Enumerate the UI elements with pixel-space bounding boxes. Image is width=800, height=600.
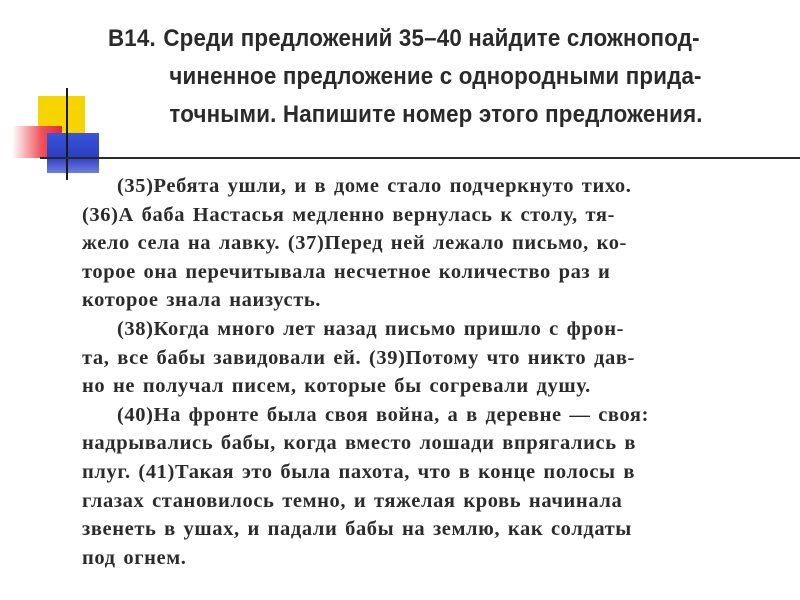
passage-line-5: которое знала наизусть. [82,289,322,312]
blue-square-decoration [47,133,99,173]
passage-line-7: та, все бабы завидовали ей. (39)Потому что никто дав- [82,346,635,369]
task-heading [108,20,768,134]
passage-line-13: звенеть в ушах, и падали бабы на землю, как солдаты [82,518,632,541]
text-passage [82,172,782,572]
passage-line-8: но не получал писем, которые бы согревали душу. [82,375,591,398]
heading-line-1 [108,20,722,58]
passage-line-3: жело села на лавку. (37)Перед ней лежало письмо, ко- [82,232,627,255]
passage-line-6: (38)Когда много лет назад письмо пришло с фрон- [117,317,625,340]
vertical-rule [66,88,68,180]
heading-line-3: точными. Напишите номер этого предложения. [169,101,703,128]
heading-text-1: Среди предложений 35–40 найдите сложнопод- [163,25,700,52]
passage-line-11: плуг. (41)Такая это была пахота, что в конце полосы в [82,460,636,483]
passage-line-14: под огнем. [82,546,187,569]
passage-line-12: глазах становилось темно, и тяжелая кровь начинала [82,489,623,512]
horizontal-rule [40,157,800,159]
task-number: B14. [108,25,156,52]
passage-line-9: (40)На фронте была своя война, а в деревне — своя: [117,403,650,426]
passage-line-4: торое она перечитывала несчетное количество раз и [82,260,611,283]
red-square-decoration [12,126,62,158]
yellow-square-decoration [38,96,85,143]
passage-line-1: (35)Ребята ушли, и в доме стало подчеркнуто тихо. [117,175,632,197]
passage-line-2: (36)А баба Настасья медленно вернулась к столу, тя- [82,203,616,226]
heading-line-2: чиненное предложение с однородными прида- [169,63,702,90]
passage-line-10: надрывались бабы, когда вместо лошади впрягались в [82,432,637,455]
